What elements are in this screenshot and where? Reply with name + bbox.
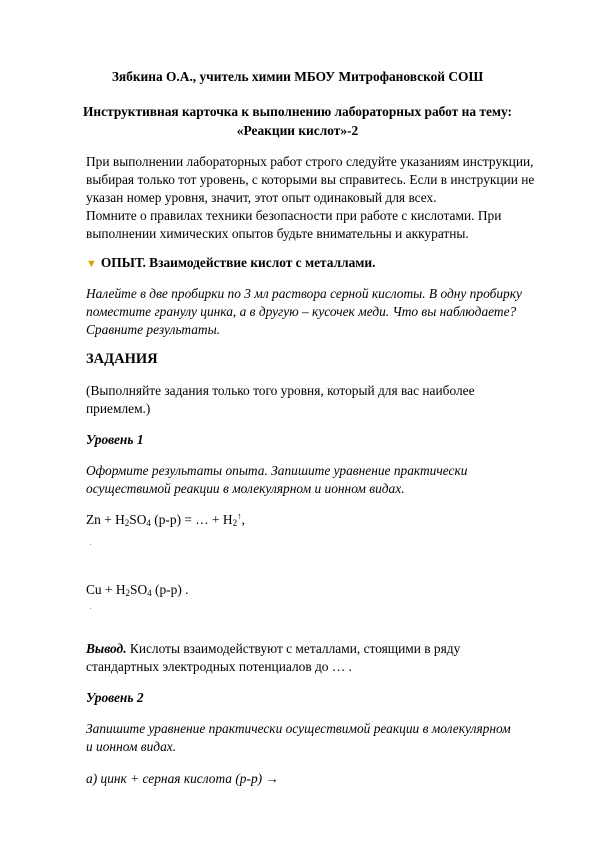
tasks-note-line: приемлем.)	[86, 401, 151, 416]
experiment-line: поместите гранулу цинка, а в другую – кусочек меди. Что вы наблюдаете?	[86, 304, 517, 319]
conclusion-line	[86, 640, 460, 658]
experiment-title: ОПЫТ. Взаимодействие кислот с металлами.	[100, 255, 376, 270]
subscript: 4	[146, 518, 151, 528]
blank-line-marker	[90, 544, 91, 545]
experiment-heading	[86, 254, 375, 273]
equation-text: (р-р) = … + H	[150, 512, 233, 527]
tasks-note-line: (Выполняйте задания только того уровня, который для вас наиболее	[86, 383, 475, 398]
document-title-line2: «Реакции кислот»-2	[236, 123, 359, 138]
equation-text: ,	[241, 512, 245, 527]
down-triangle-bullet-icon: ▼	[86, 258, 97, 270]
intro-line: выбирая только тот уровень, с которыми вы справитесь. Если в инструкции не	[86, 172, 535, 187]
subscript: 4	[147, 588, 152, 598]
equation-copper	[86, 581, 188, 599]
blank-line-marker	[90, 608, 91, 609]
equation-text: SO	[130, 582, 148, 597]
equation-text: SO	[129, 512, 147, 527]
level2-instruction-line: Запишите уравнение практически осуществимой реакции в молекулярном	[86, 721, 511, 736]
equation-text: (р-р) .	[151, 582, 189, 597]
level2-title: Уровень 2	[86, 690, 144, 705]
equation-text: Cu + H	[86, 582, 126, 597]
conclusion-label: Вывод.	[86, 641, 127, 656]
document-title-line1: Инструктивная карточка к выполнению лабораторных работ на тему:	[83, 104, 512, 119]
experiment-line: Сравните результаты.	[86, 322, 220, 337]
intro-line: Помните о правилах техники безопасности при работе с кислотами. При	[86, 208, 502, 223]
conclusion-line: стандартных электродных потенциалов до … .	[86, 659, 352, 674]
level2-item-a: а) цинк + серная кислота (р-р) →	[86, 771, 279, 786]
subscript: 2	[124, 518, 130, 528]
gas-evolution-arrow: ↑	[237, 511, 242, 521]
intro-line: При выполнении лабораторных работ строго следуйте указаниям инструкции,	[86, 154, 534, 169]
level1-instruction-line: Оформите результаты опыта. Запишите уравнение практически	[86, 463, 468, 478]
conclusion-text: Кислоты взаимодействуют с металлами, стоящими в ряду	[126, 641, 461, 656]
level1-instruction-line: осуществимой реакции в молекулярном и ионном видах.	[86, 481, 405, 496]
equation-text: Zn + H	[86, 512, 125, 527]
tasks-heading: ЗАДАНИЯ	[86, 351, 158, 367]
subscript: 2	[232, 518, 238, 528]
subscript: 2	[125, 588, 131, 598]
level1-title: Уровень 1	[86, 432, 144, 447]
level2-instruction-line: и ионном видах.	[86, 739, 177, 754]
equation-zinc	[86, 511, 245, 529]
intro-line: указан номер уровня, значит, этот опыт одинаковый для всех.	[86, 190, 437, 205]
intro-line: выполнении химических опытов будьте внимательны и аккуратны.	[86, 226, 469, 241]
author-line: Зябкина О.А., учитель химии МБОУ Митрофановской СОШ	[111, 69, 484, 84]
experiment-line: Налейте в две пробирки по 3 мл раствора серной кислоты. В одну пробирку	[86, 286, 522, 301]
